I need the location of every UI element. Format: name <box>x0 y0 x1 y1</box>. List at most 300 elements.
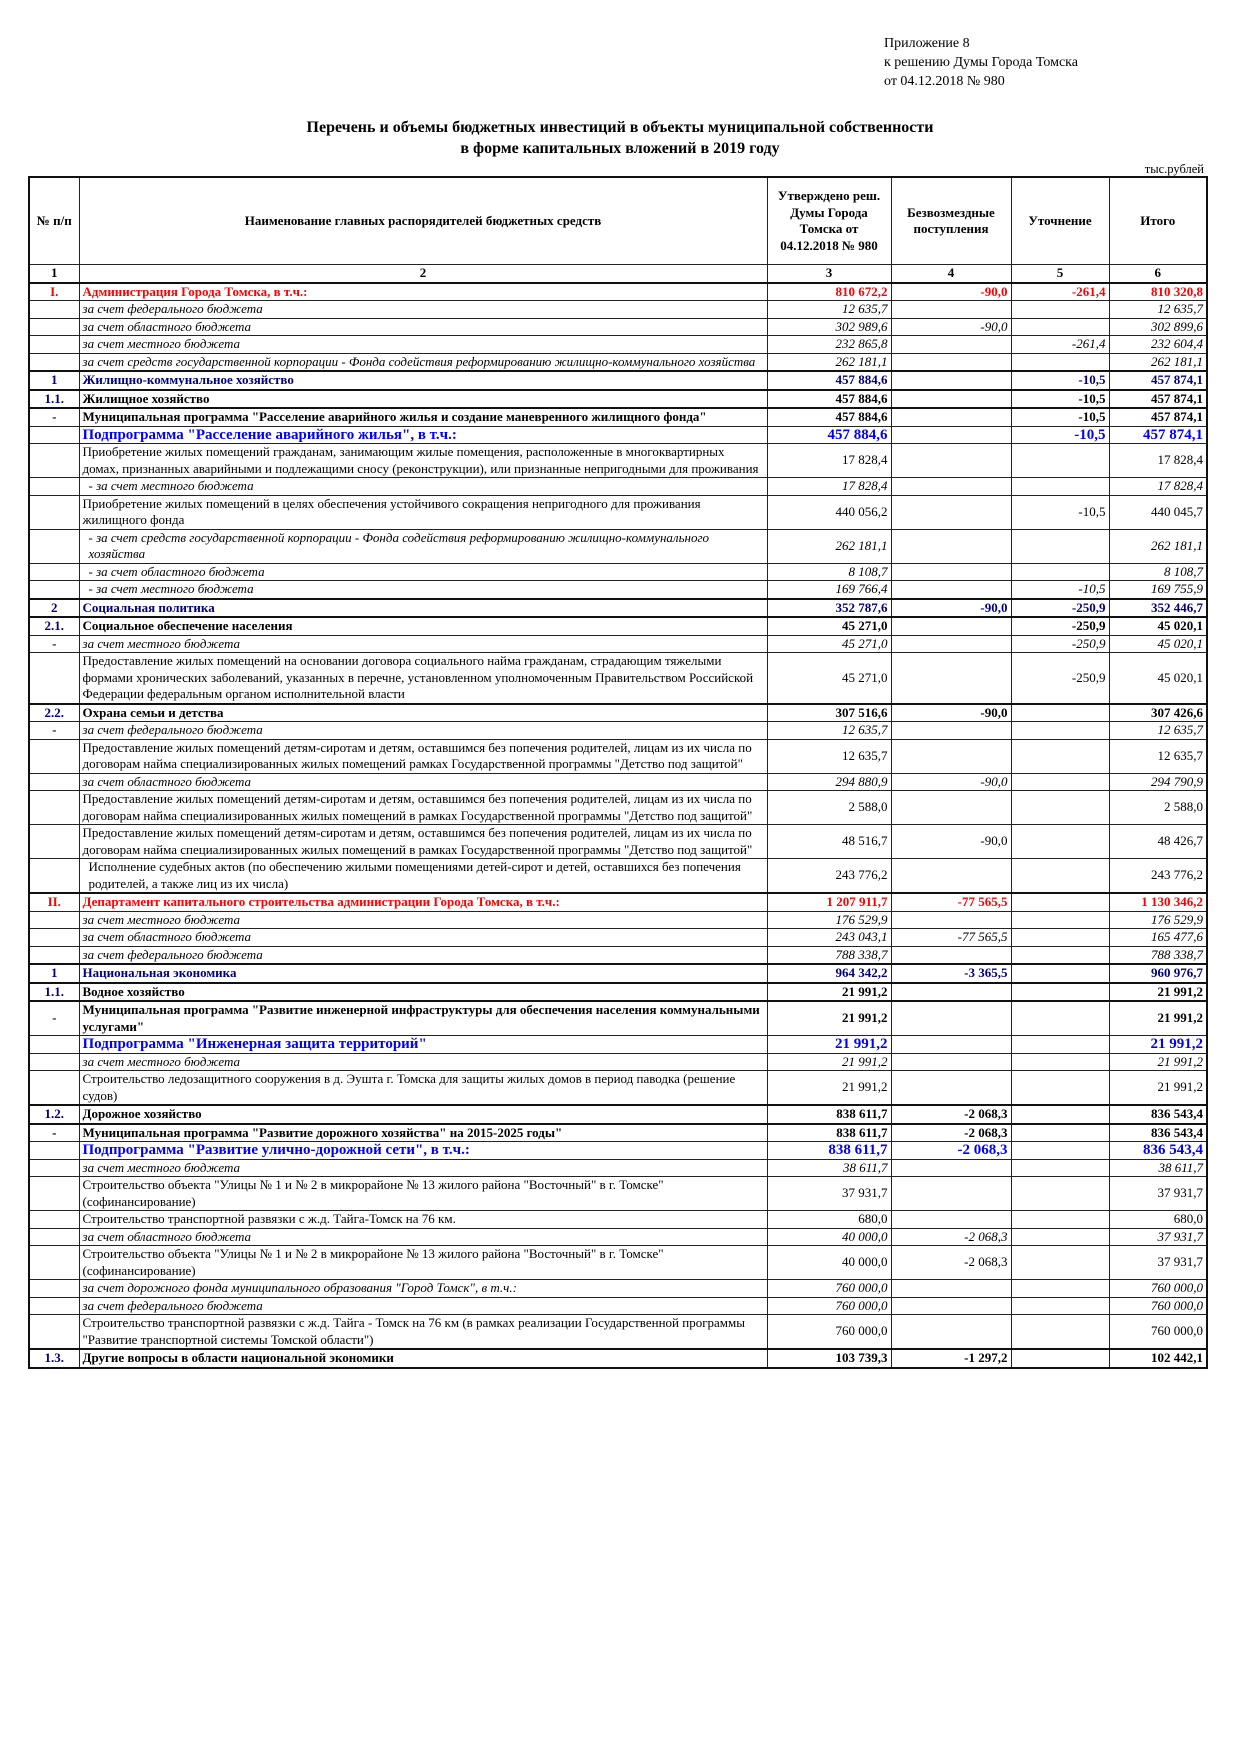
table-row <box>29 1105 1207 1124</box>
table-row <box>29 283 1207 301</box>
table-row <box>29 599 1207 618</box>
row-approved: 169 766,4 <box>767 581 891 599</box>
row-total: 1 130 346,2 <box>1109 893 1207 911</box>
row-refinement: -250,9 <box>1011 635 1109 653</box>
row-approved: 21 991,2 <box>767 1071 891 1106</box>
table-row <box>29 1280 1207 1298</box>
row-refinement <box>1011 946 1109 964</box>
row-number: 1 <box>29 964 79 983</box>
row-total: 102 442,1 <box>1109 1349 1207 1368</box>
row-total: 836 543,4 <box>1109 1142 1207 1160</box>
row-grants: -90,0 <box>891 599 1011 618</box>
row-approved: 838 611,7 <box>767 1142 891 1160</box>
row-refinement <box>1011 1280 1109 1298</box>
row-approved: 838 611,7 <box>767 1124 891 1142</box>
row-grants <box>891 1211 1011 1229</box>
row-name: Национальная экономика <box>79 964 767 983</box>
column-number: 2 <box>79 265 767 283</box>
row-total: 457 874,1 <box>1109 371 1207 390</box>
row-name: за счет областного бюджета <box>79 773 767 791</box>
row-total: 307 426,6 <box>1109 704 1207 722</box>
row-refinement <box>1011 1036 1109 1054</box>
row-approved: 262 181,1 <box>767 353 891 371</box>
table-row <box>29 495 1207 529</box>
row-total: 12 635,7 <box>1109 739 1207 773</box>
row-number <box>29 426 79 444</box>
row-approved: 40 000,0 <box>767 1246 891 1280</box>
row-name: Подпрограмма "Развитие улично-дорожной сети", в т.ч.: <box>79 1142 767 1160</box>
row-approved: 307 516,6 <box>767 704 891 722</box>
row-name: за счет федерального бюджета <box>79 722 767 740</box>
row-number: 2 <box>29 599 79 618</box>
row-refinement: -10,5 <box>1011 390 1109 409</box>
row-grants <box>891 1280 1011 1298</box>
row-grants <box>891 1036 1011 1054</box>
row-total: 302 899,6 <box>1109 318 1207 336</box>
row-name: Предоставление жилых помещений на основании договора социального найма гражданам, страдающим тяжелыми формами хронических заболеваний, указанных в перечне, установленном уполномоченным Правительством Российской Федерации федеральным органом исполнительной власти <box>79 653 767 704</box>
row-grants <box>891 1053 1011 1071</box>
row-approved: 103 739,3 <box>767 1349 891 1368</box>
row-refinement <box>1011 929 1109 947</box>
row-grants <box>891 1001 1011 1036</box>
row-number: 1.2. <box>29 1105 79 1124</box>
row-name: за счет федерального бюджета <box>79 1297 767 1315</box>
row-refinement <box>1011 1228 1109 1246</box>
row-number <box>29 444 79 478</box>
row-grants <box>891 722 1011 740</box>
row-grants <box>891 1159 1011 1177</box>
row-number: 1.1. <box>29 983 79 1002</box>
row-number <box>29 791 79 825</box>
row-name: Охрана семьи и детства <box>79 704 767 722</box>
row-grants <box>891 301 1011 319</box>
row-grants <box>891 946 1011 964</box>
table-row <box>29 444 1207 478</box>
row-refinement <box>1011 1142 1109 1160</box>
row-name: Подпрограмма "Инженерная защита территорий" <box>79 1036 767 1054</box>
row-grants: -77 565,5 <box>891 929 1011 947</box>
row-number <box>29 529 79 563</box>
row-name: - за счет средств государственной корпорации - Фонда содействия реформированию жилищно-коммунального хозяйства <box>79 529 767 563</box>
column-number: 3 <box>767 265 891 283</box>
appendix-line-3: от 04.12.2018 № 980 <box>884 74 1005 89</box>
row-grants <box>891 617 1011 635</box>
row-approved: 37 931,7 <box>767 1177 891 1211</box>
row-grants: -2 068,3 <box>891 1228 1011 1246</box>
column-number: 1 <box>29 265 79 283</box>
budget-table <box>28 176 1208 1369</box>
row-name: за счет местного бюджета <box>79 336 767 354</box>
row-total: 169 755,9 <box>1109 581 1207 599</box>
row-approved: 760 000,0 <box>767 1280 891 1298</box>
table-row <box>29 478 1207 496</box>
row-number: 1.1. <box>29 390 79 409</box>
row-grants <box>891 1071 1011 1106</box>
table-row <box>29 964 1207 983</box>
row-approved: 2 588,0 <box>767 791 891 825</box>
row-approved: 12 635,7 <box>767 722 891 740</box>
row-grants: -90,0 <box>891 773 1011 791</box>
row-grants <box>891 408 1011 426</box>
row-grants: -90,0 <box>891 318 1011 336</box>
row-refinement <box>1011 1177 1109 1211</box>
row-refinement <box>1011 983 1109 1002</box>
row-name: Социальная политика <box>79 599 767 618</box>
row-total: 457 874,1 <box>1109 426 1207 444</box>
row-approved: 8 108,7 <box>767 563 891 581</box>
row-approved: 176 529,9 <box>767 911 891 929</box>
row-refinement <box>1011 1297 1109 1315</box>
row-approved: 21 991,2 <box>767 1036 891 1054</box>
row-total: 12 635,7 <box>1109 722 1207 740</box>
row-refinement: -261,4 <box>1011 336 1109 354</box>
row-total: 960 976,7 <box>1109 964 1207 983</box>
row-number <box>29 301 79 319</box>
table-row <box>29 1053 1207 1071</box>
header-name: Наименование главных распорядителей бюджетных средств <box>79 177 767 265</box>
row-refinement <box>1011 773 1109 791</box>
row-refinement <box>1011 529 1109 563</box>
row-number <box>29 946 79 964</box>
row-total: 262 181,1 <box>1109 353 1207 371</box>
row-name: Жилищно-коммунальное хозяйство <box>79 371 767 390</box>
row-total: 760 000,0 <box>1109 1297 1207 1315</box>
row-total: 45 020,1 <box>1109 653 1207 704</box>
header-approved: Утверждено реш. Думы Города Томска от 04.12.2018 № 980 <box>767 177 891 265</box>
row-name: за счет средств государственной корпорации - Фонда содействия реформированию жилищно-коммунального хозяйства <box>79 353 767 371</box>
appendix-note <box>884 34 1078 91</box>
row-refinement <box>1011 893 1109 911</box>
row-total: 17 828,4 <box>1109 444 1207 478</box>
table-row <box>29 1246 1207 1280</box>
row-approved: 45 271,0 <box>767 653 891 704</box>
table-row <box>29 946 1207 964</box>
row-total: 836 543,4 <box>1109 1124 1207 1142</box>
row-name: Строительство транспортной развязки с ж.д. Тайга - Томск на 76 км (в рамках реализации Государственной программы "Развитие транспортной системы Томской области") <box>79 1315 767 1350</box>
table-row <box>29 529 1207 563</box>
row-total: 21 991,2 <box>1109 1071 1207 1106</box>
row-number <box>29 1211 79 1229</box>
document-title <box>0 117 1240 159</box>
row-total: 165 477,6 <box>1109 929 1207 947</box>
row-approved: 17 828,4 <box>767 478 891 496</box>
row-name: за счет местного бюджета <box>79 635 767 653</box>
table-row <box>29 563 1207 581</box>
row-refinement <box>1011 301 1109 319</box>
row-name: за счет федерального бюджета <box>79 301 767 319</box>
row-total: 760 000,0 <box>1109 1280 1207 1298</box>
row-approved: 457 884,6 <box>767 408 891 426</box>
row-number: - <box>29 635 79 653</box>
row-number: 1 <box>29 371 79 390</box>
row-name: Подпрограмма "Расселение аварийного жилья", в т.ч.: <box>79 426 767 444</box>
row-number: 1.3. <box>29 1349 79 1368</box>
row-grants: -90,0 <box>891 704 1011 722</box>
row-grants <box>891 653 1011 704</box>
row-refinement <box>1011 1159 1109 1177</box>
table-row <box>29 1001 1207 1036</box>
row-grants <box>891 581 1011 599</box>
row-grants <box>891 739 1011 773</box>
row-approved: 760 000,0 <box>767 1315 891 1350</box>
table-body <box>29 283 1207 1368</box>
row-name: Муниципальная программа "Развитие дорожного хозяйства" на 2015-2025 годы" <box>79 1124 767 1142</box>
table-row <box>29 617 1207 635</box>
row-refinement <box>1011 964 1109 983</box>
row-grants <box>891 1177 1011 1211</box>
header-no: № п/п <box>29 177 79 265</box>
row-total: 2 588,0 <box>1109 791 1207 825</box>
row-name: - за счет местного бюджета <box>79 581 767 599</box>
row-number <box>29 353 79 371</box>
table-row <box>29 408 1207 426</box>
row-number <box>29 859 79 894</box>
row-approved: 21 991,2 <box>767 1001 891 1036</box>
row-name: за счет местного бюджета <box>79 911 767 929</box>
row-number <box>29 336 79 354</box>
row-approved: 45 271,0 <box>767 635 891 653</box>
row-grants <box>891 1315 1011 1350</box>
table-row <box>29 1315 1207 1350</box>
column-number: 5 <box>1011 265 1109 283</box>
row-grants <box>891 563 1011 581</box>
row-number <box>29 653 79 704</box>
row-grants <box>891 371 1011 390</box>
row-refinement <box>1011 563 1109 581</box>
row-approved: 440 056,2 <box>767 495 891 529</box>
row-approved: 457 884,6 <box>767 390 891 409</box>
row-refinement <box>1011 318 1109 336</box>
table-row <box>29 1159 1207 1177</box>
row-grants <box>891 426 1011 444</box>
row-approved: 788 338,7 <box>767 946 891 964</box>
row-number <box>29 1053 79 1071</box>
row-name: Муниципальная программа "Развитие инженерной инфраструктуры для обеспечения населения коммунальными услугами" <box>79 1001 767 1036</box>
row-approved: 1 207 911,7 <box>767 893 891 911</box>
row-grants <box>891 336 1011 354</box>
column-number-row <box>29 265 1207 283</box>
table-row <box>29 301 1207 319</box>
row-grants <box>891 390 1011 409</box>
row-total: 440 045,7 <box>1109 495 1207 529</box>
row-approved: 457 884,6 <box>767 371 891 390</box>
row-approved: 48 516,7 <box>767 825 891 859</box>
row-refinement <box>1011 353 1109 371</box>
row-refinement <box>1011 1124 1109 1142</box>
row-number: - <box>29 722 79 740</box>
table-row <box>29 426 1207 444</box>
row-name: Предоставление жилых помещений детям-сиротам и детям, оставшимся без попечения родителей, лицам из их числа по договорам найма специализированных жилых помещений рамках Государственной программы "Детство под защитой" <box>79 739 767 773</box>
title-line-1: Перечень и объемы бюджетных инвестиций в объекты муниципальной собственности <box>306 119 934 136</box>
row-grants <box>891 478 1011 496</box>
row-approved: 40 000,0 <box>767 1228 891 1246</box>
row-grants <box>891 444 1011 478</box>
row-approved: 457 884,6 <box>767 426 891 444</box>
row-approved: 352 787,6 <box>767 599 891 618</box>
row-name: за счет областного бюджета <box>79 318 767 336</box>
row-number <box>29 1246 79 1280</box>
table-row <box>29 911 1207 929</box>
row-name: Строительство транспортной развязки с ж.д. Тайга-Томск на 76 км. <box>79 1211 767 1229</box>
row-number <box>29 478 79 496</box>
row-total: 788 338,7 <box>1109 946 1207 964</box>
table-row <box>29 1349 1207 1368</box>
row-name: за счет местного бюджета <box>79 1053 767 1071</box>
row-grants <box>891 791 1011 825</box>
row-name: Департамент капитального строительства администрации Города Томска, в т.ч.: <box>79 893 767 911</box>
row-total: 17 828,4 <box>1109 478 1207 496</box>
row-number: - <box>29 1124 79 1142</box>
row-name: Водное хозяйство <box>79 983 767 1002</box>
row-number: 2.2. <box>29 704 79 722</box>
row-number <box>29 773 79 791</box>
row-approved: 232 865,8 <box>767 336 891 354</box>
row-approved: 680,0 <box>767 1211 891 1229</box>
row-total: 21 991,2 <box>1109 1053 1207 1071</box>
row-name: Другие вопросы в области национальной экономики <box>79 1349 767 1368</box>
row-approved: 810 672,2 <box>767 283 891 301</box>
row-grants <box>891 1297 1011 1315</box>
row-approved: 21 991,2 <box>767 1053 891 1071</box>
row-total: 8 108,7 <box>1109 563 1207 581</box>
row-grants <box>891 635 1011 653</box>
row-grants: -2 068,3 <box>891 1124 1011 1142</box>
row-name: за счет федерального бюджета <box>79 946 767 964</box>
table-row <box>29 390 1207 409</box>
row-name: Строительство объекта "Улицы № 1 и № 2 в микрорайоне № 13 жилого района "Восточный" в г. Томске" (софинансирование) <box>79 1246 767 1280</box>
column-number: 6 <box>1109 265 1207 283</box>
table-row <box>29 773 1207 791</box>
row-refinement: -250,9 <box>1011 599 1109 618</box>
row-refinement <box>1011 1071 1109 1106</box>
row-number <box>29 739 79 773</box>
table-row <box>29 704 1207 722</box>
table-row <box>29 859 1207 894</box>
row-number <box>29 581 79 599</box>
row-approved: 760 000,0 <box>767 1297 891 1315</box>
row-refinement <box>1011 859 1109 894</box>
row-name: Строительство ледозащитного сооружения в д. Эушта г. Томска для защиты жилых домов в период паводка (решение судов) <box>79 1071 767 1106</box>
row-total: 243 776,2 <box>1109 859 1207 894</box>
row-number: I. <box>29 283 79 301</box>
row-number <box>29 911 79 929</box>
row-total: 680,0 <box>1109 1211 1207 1229</box>
row-name: за счет областного бюджета <box>79 929 767 947</box>
row-name: - за счет областного бюджета <box>79 563 767 581</box>
row-name: за счет местного бюджета <box>79 1159 767 1177</box>
title-line-2: в форме капитальных вложений в 2019 году <box>460 140 780 157</box>
row-refinement <box>1011 444 1109 478</box>
header-grants: Безвозмездные поступления <box>891 177 1011 265</box>
row-total: 48 426,7 <box>1109 825 1207 859</box>
row-number: 2.1. <box>29 617 79 635</box>
table-row <box>29 893 1207 911</box>
row-name: Исполнение судебных актов (по обеспечению жилыми помещениями детей-сирот и детей, оставшихся без попечения родителей, а также лиц из их числа) <box>79 859 767 894</box>
row-approved: 17 828,4 <box>767 444 891 478</box>
table-row <box>29 791 1207 825</box>
row-total: 38 611,7 <box>1109 1159 1207 1177</box>
row-refinement <box>1011 911 1109 929</box>
row-name: за счет дорожного фонда муниципального образования "Город Томск", в т.ч.: <box>79 1280 767 1298</box>
row-total: 352 446,7 <box>1109 599 1207 618</box>
table-row <box>29 581 1207 599</box>
table-row <box>29 1211 1207 1229</box>
row-refinement: -10,5 <box>1011 426 1109 444</box>
column-number: 4 <box>891 265 1011 283</box>
row-number <box>29 1071 79 1106</box>
table-row <box>29 635 1207 653</box>
row-number <box>29 1142 79 1160</box>
row-approved: 45 271,0 <box>767 617 891 635</box>
row-approved: 262 181,1 <box>767 529 891 563</box>
row-grants <box>891 529 1011 563</box>
row-number <box>29 1297 79 1315</box>
table-row <box>29 371 1207 390</box>
row-total: 810 320,8 <box>1109 283 1207 301</box>
row-refinement: -10,5 <box>1011 495 1109 529</box>
row-refinement <box>1011 791 1109 825</box>
row-approved: 302 989,6 <box>767 318 891 336</box>
table-row <box>29 653 1207 704</box>
row-number <box>29 563 79 581</box>
table-row <box>29 336 1207 354</box>
row-grants <box>891 353 1011 371</box>
row-number <box>29 1159 79 1177</box>
row-number <box>29 495 79 529</box>
table-row <box>29 1228 1207 1246</box>
row-name: Предоставление жилых помещений детям-сиротам и детям, оставшимся без попечения родителей, лицам из их числа по договорам найма специализированных жилых помещений в рамках Государственной программы "Детство под защитой" <box>79 825 767 859</box>
row-number <box>29 1280 79 1298</box>
table-row <box>29 825 1207 859</box>
row-refinement: -10,5 <box>1011 581 1109 599</box>
table-row <box>29 739 1207 773</box>
row-approved: 12 635,7 <box>767 739 891 773</box>
row-refinement: -10,5 <box>1011 371 1109 390</box>
row-grants: -1 297,2 <box>891 1349 1011 1368</box>
header-refinement: Уточнение <box>1011 177 1109 265</box>
row-grants <box>891 859 1011 894</box>
row-name: Администрация Города Томска, в т.ч.: <box>79 283 767 301</box>
row-total: 836 543,4 <box>1109 1105 1207 1124</box>
header-total: Итого <box>1109 177 1207 265</box>
row-refinement <box>1011 704 1109 722</box>
row-approved: 21 991,2 <box>767 983 891 1002</box>
row-total: 262 181,1 <box>1109 529 1207 563</box>
row-grants: -2 068,3 <box>891 1246 1011 1280</box>
row-approved: 243 776,2 <box>767 859 891 894</box>
row-approved: 243 043,1 <box>767 929 891 947</box>
row-name: за счет областного бюджета <box>79 1228 767 1246</box>
row-number <box>29 318 79 336</box>
row-refinement <box>1011 1349 1109 1368</box>
table-row <box>29 1036 1207 1054</box>
row-grants: -2 068,3 <box>891 1105 1011 1124</box>
row-approved: 838 611,7 <box>767 1105 891 1124</box>
row-refinement: -10,5 <box>1011 408 1109 426</box>
row-total: 232 604,4 <box>1109 336 1207 354</box>
row-approved: 294 880,9 <box>767 773 891 791</box>
appendix-line-2: к решению Думы Города Томска <box>884 55 1078 70</box>
row-refinement <box>1011 739 1109 773</box>
row-number <box>29 1036 79 1054</box>
row-refinement <box>1011 722 1109 740</box>
row-total: 457 874,1 <box>1109 408 1207 426</box>
row-name: Жилищное хозяйство <box>79 390 767 409</box>
row-name: Приобретение жилых помещений в целях обеспечения устойчивого сокращения непригодного для проживания жилищного фонда <box>79 495 767 529</box>
row-grants <box>891 495 1011 529</box>
row-approved: 964 342,2 <box>767 964 891 983</box>
row-total: 21 991,2 <box>1109 1036 1207 1054</box>
